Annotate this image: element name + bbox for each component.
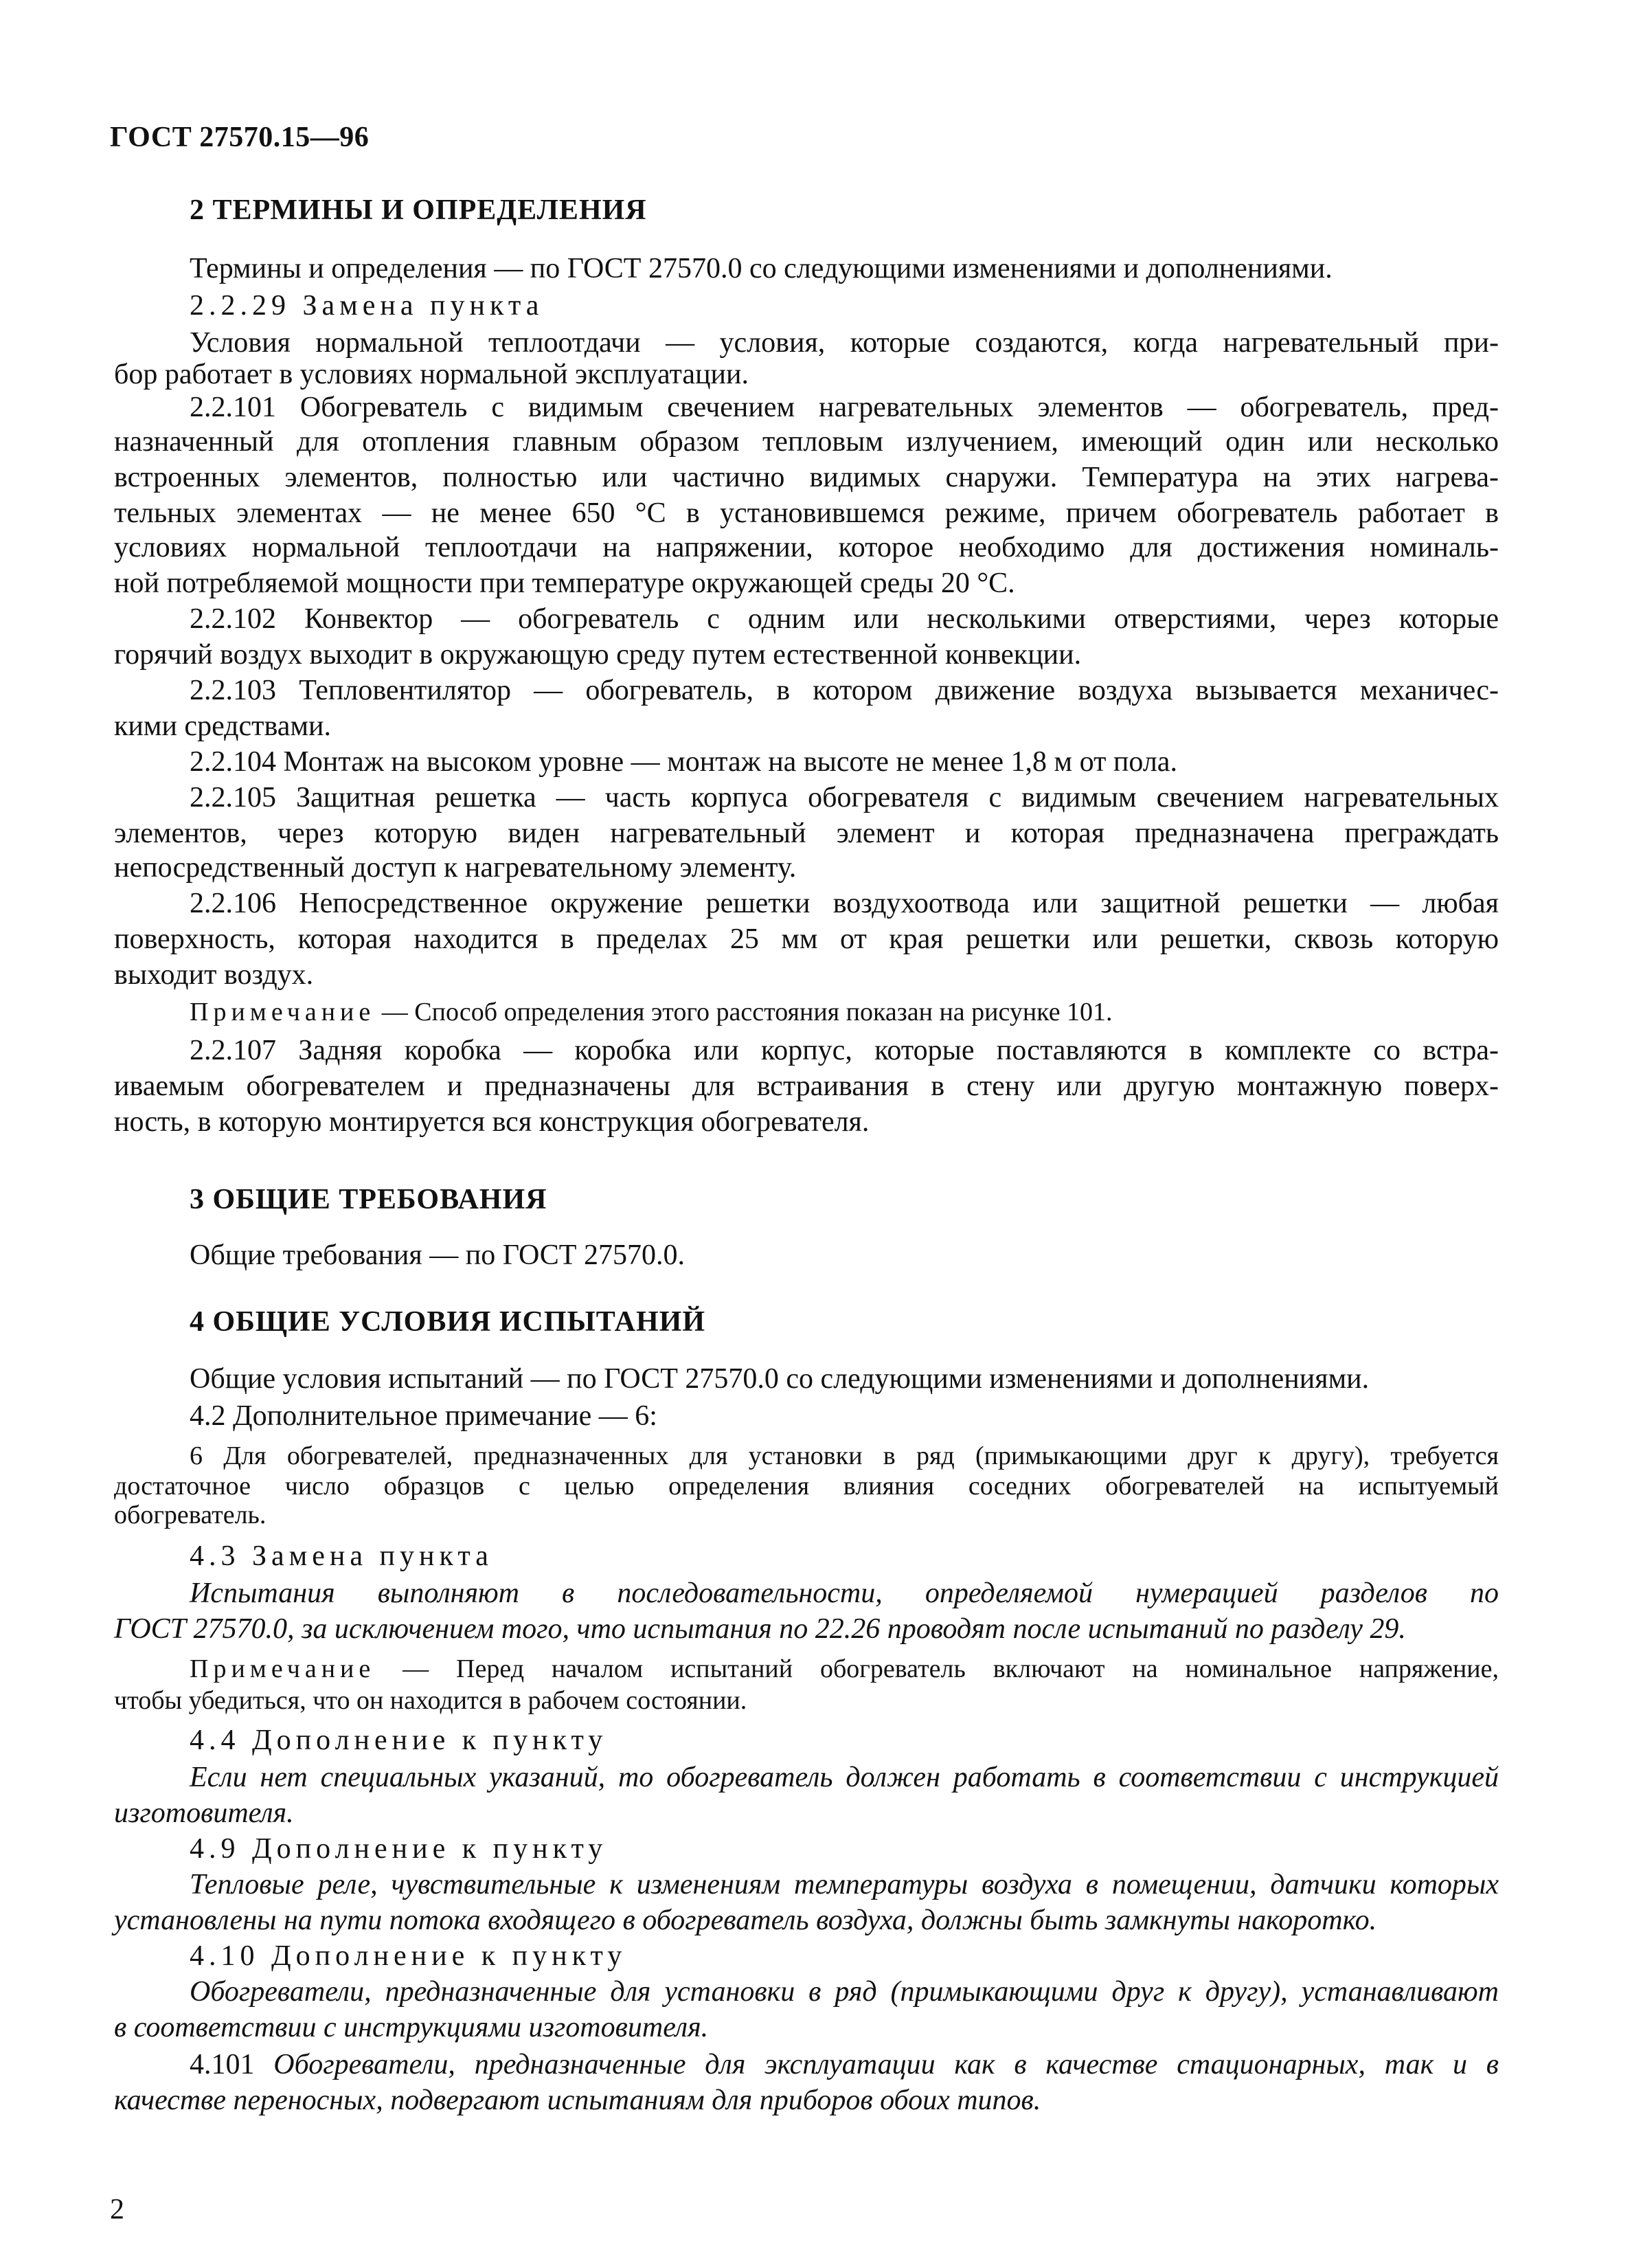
- clause-4-10-line: Обогреватели, предназначенные для установки в ряд (примыкающими друг к другу), устанавливают: [190, 1976, 1499, 2008]
- clause-4-4-heading: 4.4 Дополнение к пункту: [190, 1725, 608, 1756]
- note-1-label: Примечание: [190, 998, 376, 1026]
- clause-4-2-heading: 4.2 Дополнительное примечание — 6:: [190, 1400, 657, 1432]
- clause-2-2-102-line: 2.2.102 Конвектор — обогреватель с одним или несколькими отверстиями, через которые: [190, 603, 1499, 635]
- clause-2-2-101-line: встроенных элементов, полностью или частично видимых снаружи. Температура на этих нагрева-: [114, 462, 1499, 493]
- clause-2-2-101-line: условиях нормальной теплоотдачи на напряжении, которое необходимо для достижения номиналь-: [114, 532, 1499, 563]
- clause-2-2-107-line: ность, в которую монтируется вся конструкция обогревателя.: [114, 1106, 870, 1138]
- clause-4-2-note-line: 6 Для обогревателей, предназначенных для установки в ряд (примыкающими друг к другу), требуется: [190, 1441, 1499, 1470]
- section-2-intro: Термины и определения — по ГОСТ 27570.0 со следующими изменениями и дополнениями.: [190, 253, 1333, 284]
- clause-4-2-note-line: достаточное число образцов с целью определения влияния соседних обогревателей на испытуемый: [114, 1472, 1499, 1501]
- clause-2-2-104: 2.2.104 Монтаж на высоком уровне — монтаж на высоте не менее 1,8 м от пола.: [190, 746, 1177, 778]
- clause-2-2-105-line: элементов, через которую виден нагревательный элемент и которая предназначена преграждать: [114, 818, 1499, 849]
- note-1: [190, 999, 1113, 1025]
- clause-4-101-line: [190, 2050, 1499, 2079]
- clause-4-101-number: 4.101: [190, 2049, 274, 2080]
- clause-4-10-line: в соответствии с инструкциями изготовителя.: [114, 2012, 709, 2043]
- clause-2-2-106-line: выходит воздух.: [114, 959, 314, 991]
- clause-2-2-103-line: 2.2.103 Тепловентилятор — обогреватель, в котором движение воздуха вызывается механичес-: [190, 675, 1499, 706]
- clause-2-2-103-line: кими средствами.: [114, 710, 332, 742]
- note-2-label: Примечание: [190, 1654, 376, 1683]
- clause-2-2-105-line: непосредственный доступ к нагревательному элементу.: [114, 852, 797, 884]
- clause-4-4-line: Если нет специальных указаний, то обогреватель должен работать в соответствии с инструкцией: [190, 1762, 1499, 1793]
- clause-4-2-note-line: обогреватель.: [114, 1501, 267, 1529]
- clause-4-3-line: ГОСТ 27570.0, за исключением того, что испытания по 22.26 проводят после испытаний по разделу 29.: [114, 1613, 1406, 1645]
- note-2-line: чтобы убедиться, что он находится в рабочем состоянии.: [114, 1686, 747, 1715]
- note-2-text: — Перед началом испытаний обогреватель включают на номинальное напряжение,: [375, 1654, 1499, 1683]
- clause-2-2-29-line: Условия нормальной теплоотдачи — условия, которые создаются, когда нагревательный при-: [190, 327, 1499, 359]
- note-2-line: [190, 1656, 1499, 1682]
- section-4-intro: Общие условия испытаний — по ГОСТ 27570.0 со следующими изменениями и дополнениями.: [190, 1363, 1370, 1395]
- clause-2-2-106-line: поверхность, которая находится в пределах 25 мм от края решетки или решетки, сквозь которую: [114, 923, 1499, 955]
- clause-2-2-105-line: 2.2.105 Защитная решетка — часть корпуса обогревателя с видимым свечением нагревательных: [190, 782, 1499, 813]
- clause-4-9-heading: 4.9 Дополнение к пункту: [190, 1833, 608, 1865]
- page-number: 2: [110, 2194, 124, 2225]
- clause-2-2-101-line: 2.2.101 Обогреватель с видимым свечением нагревательных элементов — обогреватель, пред-: [190, 392, 1499, 423]
- section-3-text: Общие требования — по ГОСТ 27570.0.: [190, 1239, 685, 1271]
- section-3-title: 3 ОБЩИЕ ТРЕБОВАНИЯ: [190, 1184, 547, 1215]
- document-code-header: ГОСТ 27570.15—96: [110, 122, 370, 153]
- section-4-title: 4 ОБЩИЕ УСЛОВИЯ ИСПЫТАНИЙ: [190, 1306, 705, 1338]
- clause-4-3-line: Испытания выполняют в последовательности, определяемой нумерацией разделов по: [190, 1578, 1499, 1609]
- clause-2-2-101-line: ной потребляемой мощности при температуре окружающей среды 20 °С.: [114, 568, 1015, 599]
- clause-4-4-line: изготовителя.: [114, 1797, 294, 1829]
- clause-2-2-29-heading: 2.2.29 Замена пункта: [190, 290, 544, 322]
- clause-4-10-heading: 4.10 Дополнение к пункту: [190, 1940, 627, 1972]
- section-2-title: 2 ТЕРМИНЫ И ОПРЕДЕЛЕНИЯ: [190, 194, 647, 226]
- note-1-text: — Способ определения этого расстояния показан на рисунке 101.: [375, 998, 1113, 1026]
- clause-2-2-106-line: 2.2.106 Непосредственное окружение решетки воздухоотвода или защитной решетки — любая: [190, 888, 1499, 919]
- clause-2-2-102-line: горячий воздух выходит в окружающую среду путем естественной конвекции.: [114, 639, 1082, 671]
- clause-2-2-107-line: 2.2.107 Задняя коробка — коробка или корпус, которые поставляются в комплекте со встра-: [190, 1035, 1499, 1066]
- clause-4-101-text: Обогреватели, предназначенные для эксплуатации как в качестве стационарных, так и в: [273, 2049, 1499, 2080]
- clause-4-3-heading: 4.3 Замена пункта: [190, 1540, 493, 1572]
- clause-2-2-101-line: тельных элементах — не менее 650 °С в установившемся режиме, причем обогреватель работает в: [114, 497, 1499, 529]
- clause-4-9-line: Тепловые реле, чувствительные к изменениям температуры воздуха в помещении, датчики которых: [190, 1869, 1499, 1900]
- clause-2-2-29-line: бор работает в условиях нормальной эксплуатации.: [114, 359, 749, 390]
- clause-2-2-107-line: иваемым обогревателем и предназначены для встраивания в стену или другую монтажную поверх-: [114, 1070, 1499, 1102]
- clause-4-101-line: качестве переносных, подвергают испытаниям для приборов обоих типов.: [114, 2085, 1041, 2116]
- clause-2-2-101-line: назначенный для отопления главным образом тепловым излучением, имеющий один или несколько: [114, 426, 1499, 458]
- clause-4-9-line: установлены на пути потока входящего в обогреватель воздуха, должны быть замкнуты накоротко.: [114, 1905, 1377, 1936]
